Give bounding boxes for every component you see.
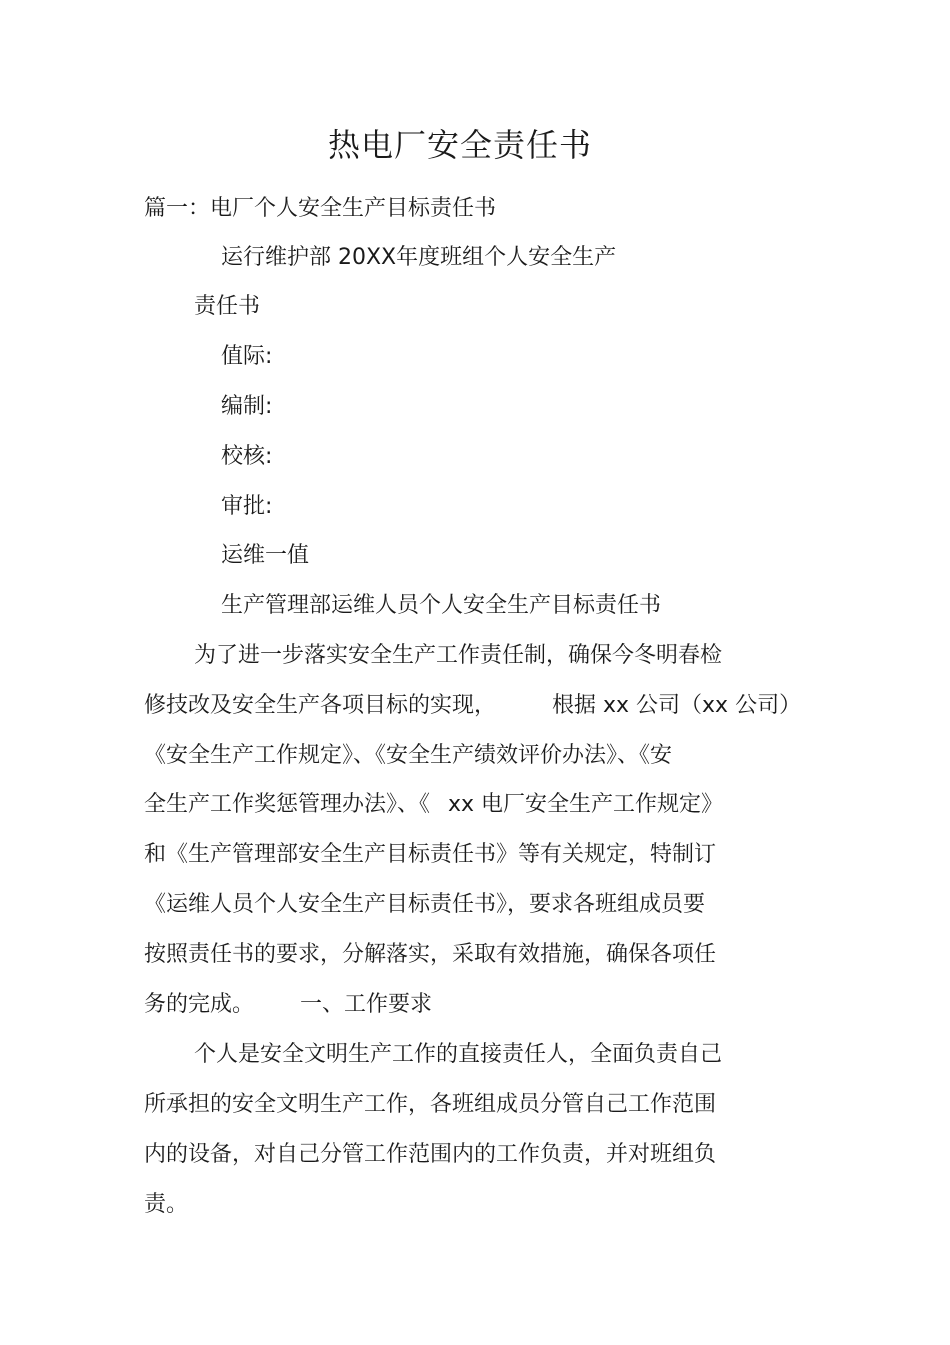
para1-line-8 (144, 990, 432, 1020)
para1-line-4a: 全生产工作奖惩管理办法》、《 (144, 792, 431, 817)
subtitle-line-2: 责任书 (194, 294, 261, 319)
para1-line-5: 和《生产管理部安全生产目标责任书》等有关规定，特制订 (144, 842, 717, 867)
field-approved: 审批: (221, 494, 273, 519)
para1-line-3: 《安全生产工作规定》、《安全生产绩效评价办法》、《安 (144, 743, 673, 768)
para1-line-2 (144, 691, 801, 721)
para2-line-3: 内的设备，对自己分管工作范围内的工作负责，并对班组负 (144, 1142, 717, 1167)
para1-line-4 (144, 790, 723, 820)
field-compiled: 编制: (221, 394, 273, 419)
para1-line-7: 按照责任书的要求，分解落实，采取有效措施，确保各项任 (144, 942, 717, 967)
field-shift: 值际: (221, 344, 273, 369)
team-name: 运维一值 (221, 543, 310, 568)
para2-line-2: 所承担的安全文明生产工作，各班组成员分管自己工作范围 (144, 1092, 717, 1117)
para1-line-2b: 根据 xx 公司（xx 公司） (552, 693, 802, 718)
document-name: 生产管理部运维人员个人安全生产目标责任书 (221, 593, 662, 618)
subtitle-line-1: 运行维护部 20XX年度班组个人安全生产 (221, 245, 617, 270)
para1-line-6: 《运维人员个人安全生产目标责任书》，要求各班组成员要 (144, 892, 706, 917)
document-title: 热电厂安全责任书 (327, 126, 592, 164)
section-work-requirements: 一、工作要求 (300, 992, 433, 1017)
para1-line-2a: 修技改及安全生产各项目标的实现， (144, 693, 497, 718)
para2-line-1: 个人是安全文明生产工作的直接责任人，全面负责自己 (194, 1042, 723, 1067)
para2-line-4: 责。 (144, 1192, 189, 1217)
field-checked: 校核: (221, 444, 273, 469)
section-heading: 篇一：电厂个人安全生产目标责任书 (144, 196, 497, 221)
para1-line-4b: xx 电厂安全生产工作规定》 (448, 792, 724, 817)
para1-line-1: 为了进一步落实安全生产工作责任制，确保今冬明春检 (194, 643, 723, 668)
para1-line-8a: 务的完成。 (144, 992, 255, 1017)
